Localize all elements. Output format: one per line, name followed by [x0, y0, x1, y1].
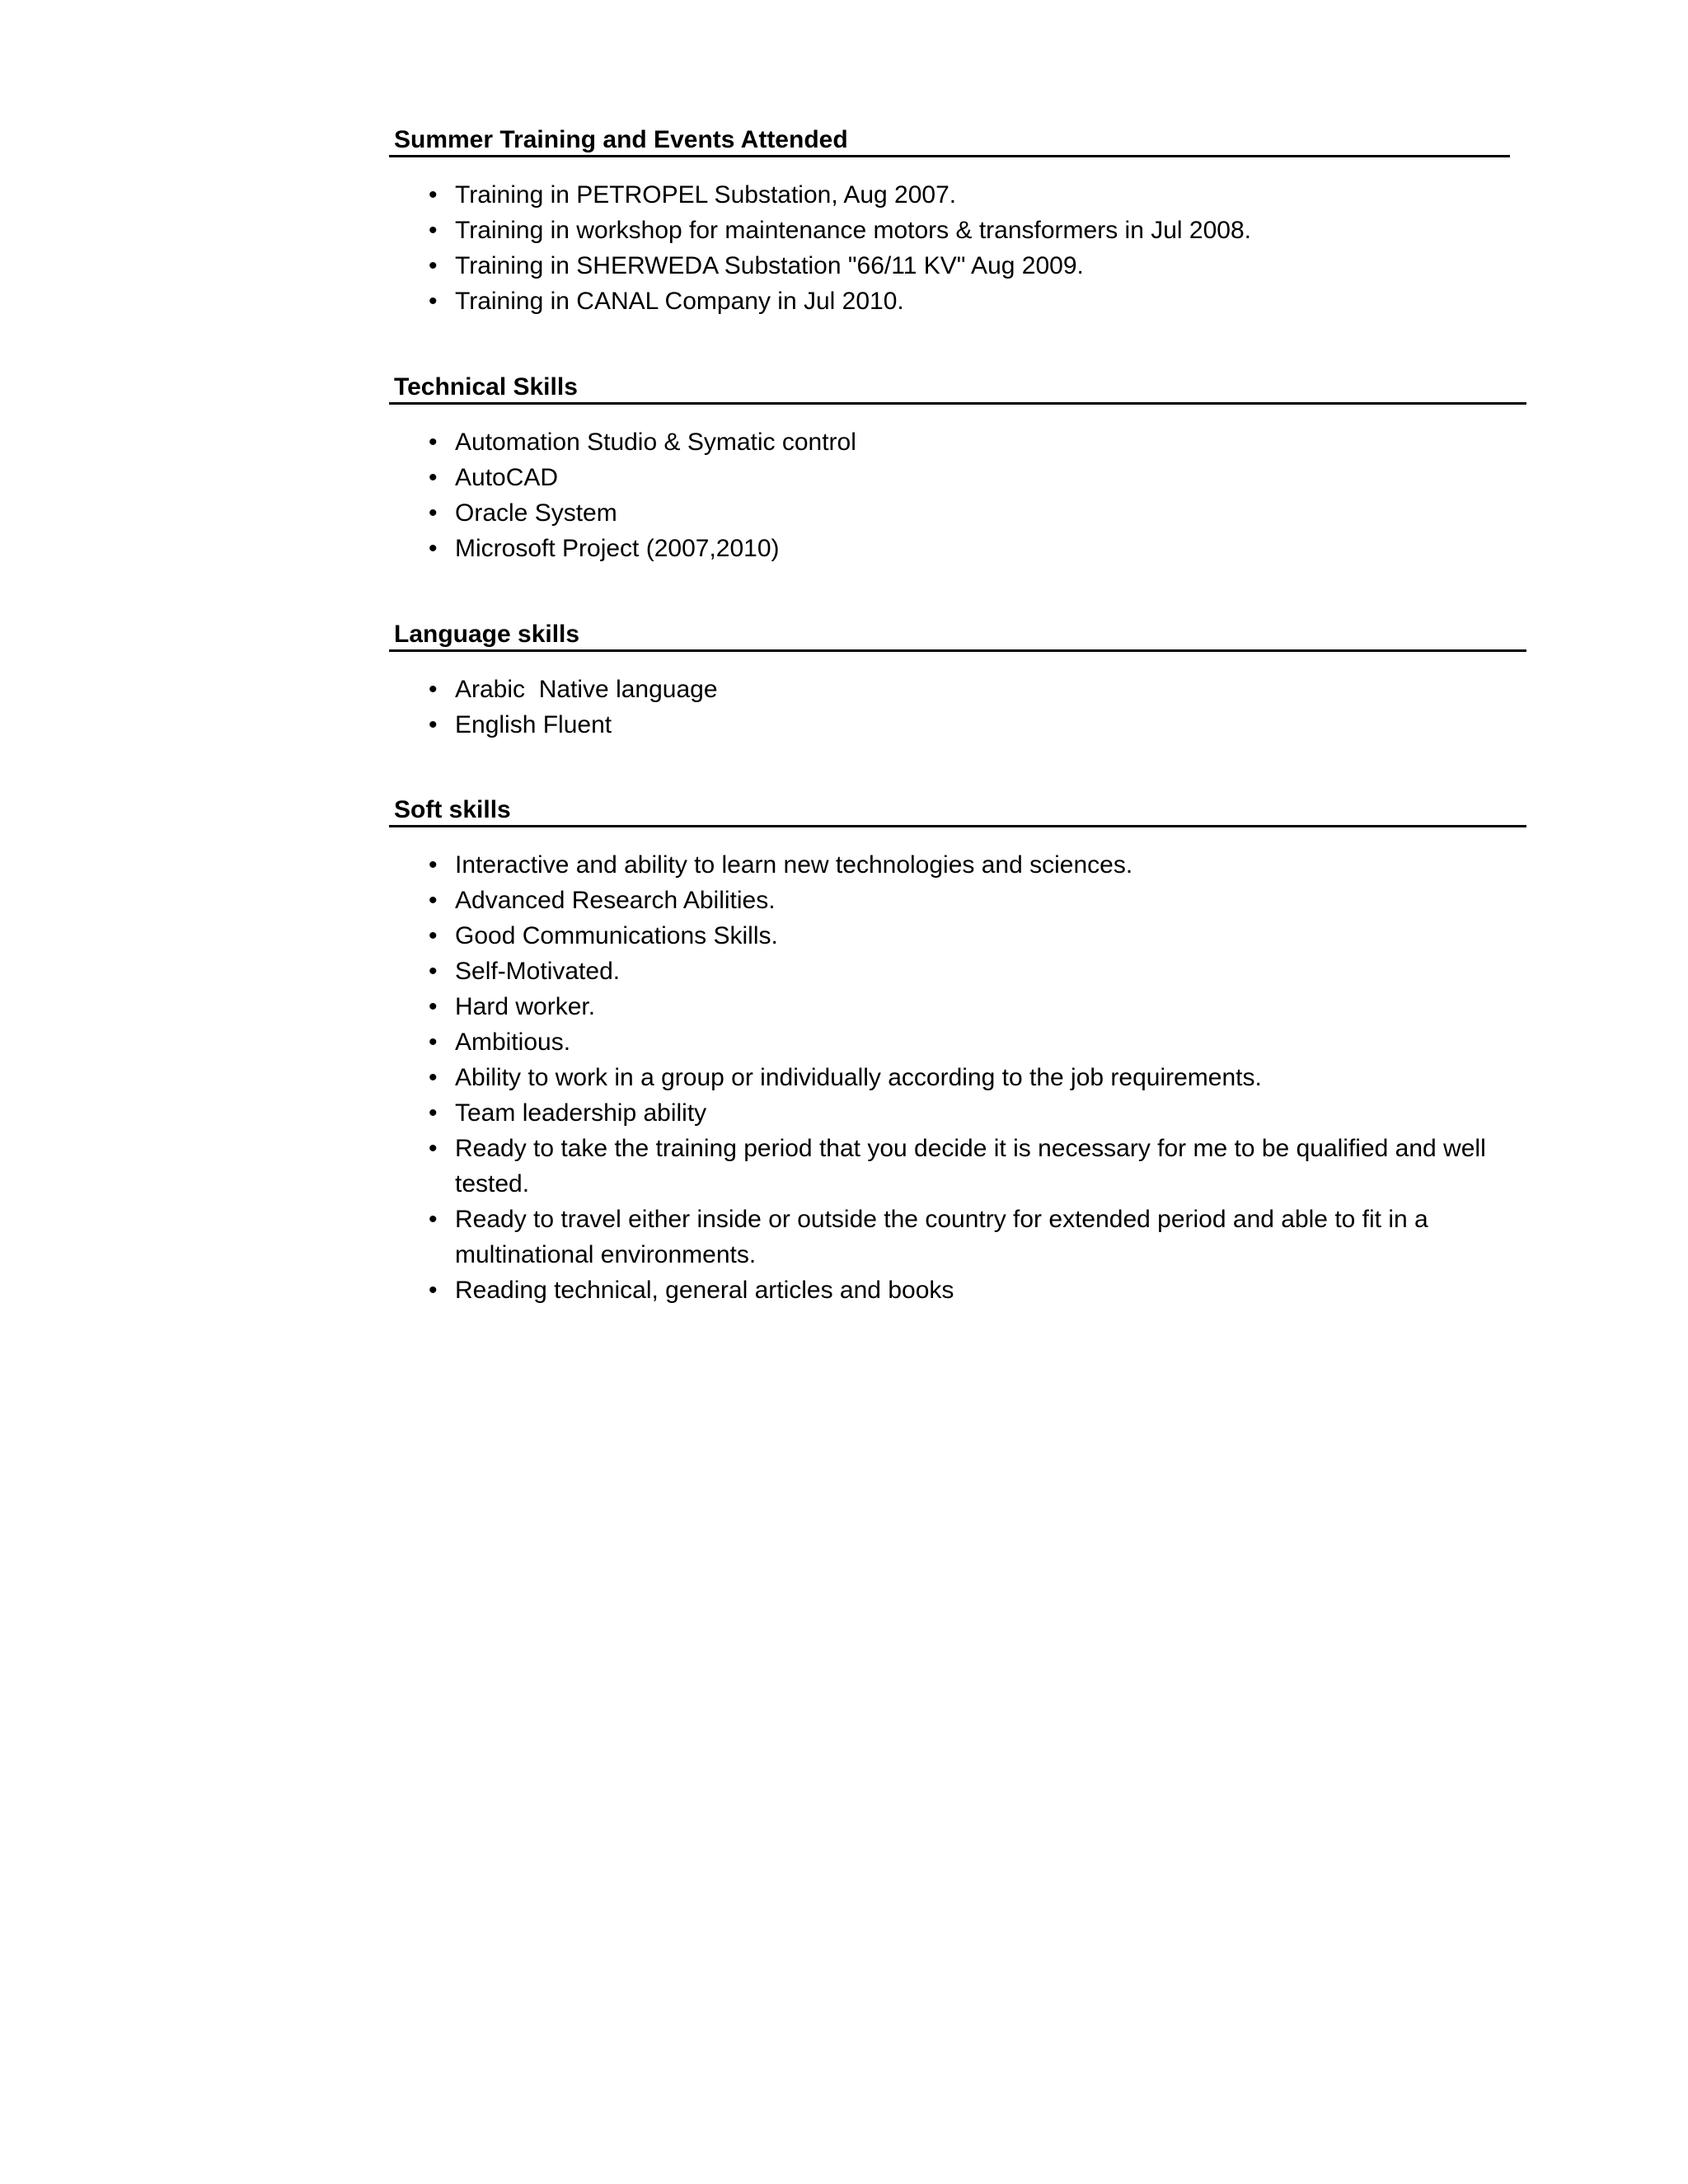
list-item [389, 1272, 1510, 1308]
list-item [389, 1024, 1510, 1060]
list-item [389, 460, 1510, 495]
list-item [389, 531, 1510, 566]
bullet-icon: • [429, 252, 438, 279]
bullet-icon: • [429, 1064, 438, 1091]
list-item-text: Automation Studio & Symatic control [455, 429, 856, 456]
list-item [389, 707, 1510, 743]
list-item-text: Ambitious. [455, 1029, 571, 1056]
section-title: Technical Skills [394, 373, 578, 401]
list-item-text: Interactive and ability to learn new technologies and sciences. [455, 851, 1133, 879]
section-language-skills [389, 620, 1526, 743]
list-item-text: Advanced Research Abilities. [455, 887, 776, 914]
bullet-icon: • [429, 429, 438, 456]
list-item [389, 918, 1510, 954]
list-item-text: Reading technical, general articles and books [455, 1277, 954, 1304]
list-item [389, 424, 1510, 460]
list-item [389, 989, 1510, 1024]
list-item-text: Ready to take the training period that you decide it is necessary for me to be qualified and well tested. [455, 1135, 1486, 1197]
list-item [389, 954, 1510, 989]
list-item [389, 248, 1493, 284]
list-item [389, 1131, 1510, 1202]
list-item [389, 495, 1510, 531]
bullet-icon: • [429, 958, 438, 985]
bullet-icon: • [429, 535, 438, 562]
section-title: Soft skills [394, 796, 511, 823]
section-list [389, 672, 1510, 743]
list-item-text: Oracle System [455, 499, 617, 527]
section-divider [389, 155, 1510, 157]
section-list [389, 424, 1510, 566]
list-item-text: Good Communications Skills. [455, 922, 778, 949]
list-item-text: Training in SHERWEDA Substation "66/11 KV" Aug 2009. [455, 252, 1084, 279]
section-title: Summer Training and Events Attended [394, 126, 848, 153]
bullet-icon: • [429, 993, 438, 1020]
section-divider [389, 402, 1526, 405]
section-summer-training [389, 125, 1510, 319]
bullet-icon: • [429, 1206, 438, 1233]
list-item-text: Microsoft Project (2007,2010) [455, 535, 780, 562]
bullet-icon: • [429, 499, 438, 527]
section-divider [389, 825, 1526, 827]
list-item [389, 672, 1510, 707]
list-item-text: Hard worker. [455, 993, 596, 1020]
bullet-icon: • [429, 1277, 438, 1304]
bullet-icon: • [429, 887, 438, 914]
bullet-icon: • [429, 1099, 438, 1127]
list-item-text: Arabic Native language [455, 676, 718, 703]
bullet-icon: • [429, 181, 438, 209]
list-item-text: Training in workshop for maintenance motors & transformers in Jul 2008. [455, 217, 1251, 244]
list-item-text: English Fluent [455, 711, 612, 738]
section-list [389, 177, 1493, 319]
list-item-text: Ability to work in a group or individually according to the job requirements. [455, 1064, 1262, 1091]
section-technical-skills [389, 373, 1526, 566]
list-item-text: Training in PETROPEL Substation, Aug 2007. [455, 181, 957, 209]
list-item-text: Self-Motivated. [455, 958, 621, 985]
section-list [389, 847, 1510, 1308]
list-item [389, 284, 1493, 319]
list-item [389, 847, 1510, 883]
list-item [389, 1060, 1510, 1095]
list-item-text: AutoCAD [455, 464, 559, 491]
list-item [389, 177, 1493, 213]
bullet-icon: • [429, 288, 438, 315]
bullet-icon: • [429, 464, 438, 491]
section-divider [389, 649, 1526, 652]
bullet-icon: • [429, 711, 438, 738]
list-item [389, 883, 1510, 918]
bullet-icon: • [429, 1135, 438, 1162]
bullet-icon: • [429, 851, 438, 879]
section-title: Language skills [394, 621, 580, 648]
bullet-icon: • [429, 1029, 438, 1056]
list-item [389, 213, 1493, 248]
list-item-text: Team leadership ability [455, 1099, 707, 1127]
list-item-text: Ready to travel either inside or outside the country for extended period and able to fit in a multinational environments. [455, 1206, 1428, 1268]
list-item [389, 1095, 1510, 1131]
bullet-icon: • [429, 676, 438, 703]
section-soft-skills [389, 795, 1526, 1308]
list-item-text: Training in CANAL Company in Jul 2010. [455, 288, 904, 315]
bullet-icon: • [429, 217, 438, 244]
bullet-icon: • [429, 922, 438, 949]
list-item [389, 1202, 1510, 1272]
